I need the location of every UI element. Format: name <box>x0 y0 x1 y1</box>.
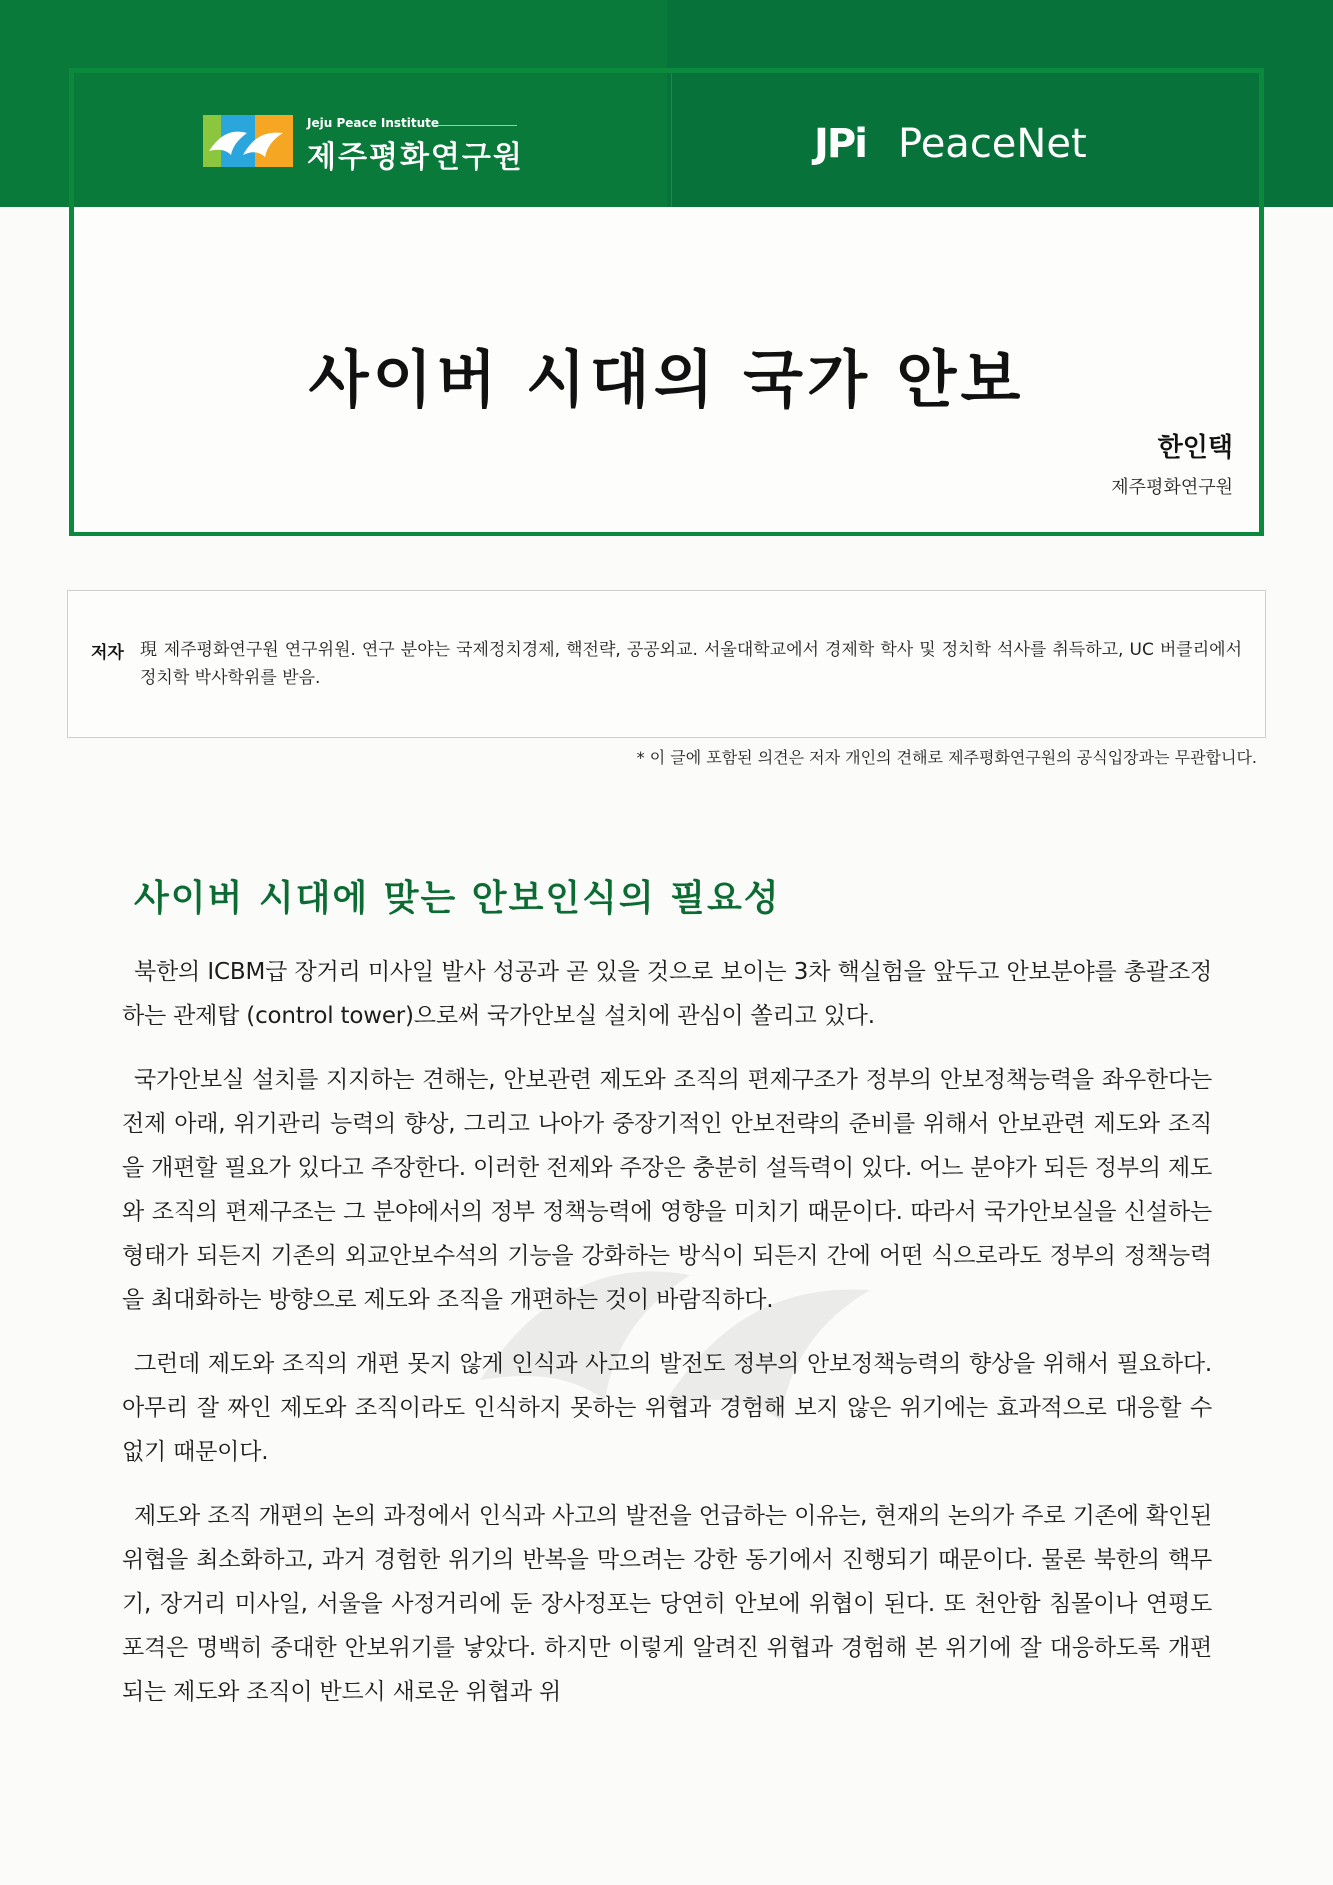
bio-text: 現 제주평화연구원 연구위원. 연구 분야는 국제정치경제, 핵전략, 공공외교. 서울대학교에서 경제학 학사 및 정치학 석사를 취득하고, UC 버클리에서 정치학 박사학위를 받음. <box>140 640 1242 688</box>
bio-label: 저자 <box>91 643 124 663</box>
jeju-peace-institute-logo <box>203 108 523 174</box>
logo-korean-name: 제주평화연구원 <box>307 140 524 175</box>
logo-english-name: Jeju Peace Institute <box>307 116 440 130</box>
paragraph-4: 제도와 조직 개편의 논의 과정에서 인식과 사고의 발전을 언급하는 이유는, 현재의 논의가 주로 기존에 확인된 위협을 최소화하고, 과거 경험한 위기의 반복을 막으려는 강한 동기에서 진행되기 때문이다. 물론 북한의 핵무기, 장거리 미사일, 서울을 사정거리에 둔 장사정포는 당연히 안보에 위협이 된다. 또 천안함 침몰이나 연평도 포격은 명백히 중대한 안보위기를 낳았다. 하지만 이렇게 알려진 위협과 경험해 본 위기에 잘 대응하도록 개편되는 제도와 조직이 반드시 새로운 위협과 위 <box>122 1503 1212 1705</box>
header-divider <box>671 73 672 207</box>
section-heading: 사이버 시대에 맞는 안보인식의 필요성 <box>134 878 781 919</box>
author-bio-box <box>67 590 1266 738</box>
paragraph-1: 북한의 ICBM급 장거리 미사일 발사 성공과 곧 있을 것으로 보이는 3차 핵실험을 앞두고 안보분야를 총괄조정하는 관제탑 (control tower)으로써 국가안보실 설치에 관심이 쏠리고 있다. <box>122 959 1212 1029</box>
article-body <box>122 950 1212 1734</box>
paragraph-2: 국가안보실 설치를 지지하는 견해는, 안보관련 제도와 조직의 편제구조가 정부의 안보정책능력을 좌우한다는 전제 아래, 위기관리 능력의 향상, 그리고 나아가 중장기적인 안보전략의 준비를 위해서 안보관련 제도와 조직을 개편할 필요가 있다고 주장한다. 이러한 전제와 주장은 충분히 설득력이 있다. 어느 분야가 되든 정부의 제도와 조직의 편제구조는 그 분야에서의 정부 정책능력에 영향을 미치기 때문이다. 따라서 국가안보실을 신설하는 형태가 되든지 기존의 외교안보수석의 기능을 강화하는 방식이 되든지 간에 어떤 식으로라도 정부의 정책능력을 최대화하는 방향으로 제도와 조직을 개편하는 것이 바람직하다. <box>122 1067 1212 1313</box>
logo-underline <box>435 125 517 126</box>
peacenet-logo <box>814 115 1124 173</box>
peacenet-wordmark: PeaceNet <box>898 121 1087 167</box>
dove-logo-icon <box>203 111 293 171</box>
author-name: 한인택 <box>1157 433 1233 463</box>
author-affiliation: 제주평화연구원 <box>1111 477 1233 498</box>
jpi-logo-mark: JPi <box>814 121 866 167</box>
paragraph-3: 그런데 제도와 조직의 개편 못지 않게 인식과 사고의 발전도 정부의 안보정책능력의 향상을 위해서 필요하다. 아무리 잘 짜인 제도와 조직이라도 인식하지 못하는 위협과 경험해 보지 않은 위기에는 효과적으로 대응할 수 없기 때문이다. <box>122 1351 1212 1465</box>
page-title: 사이버 시대의 국가 안보 <box>308 343 1025 416</box>
disclaimer: * 이 글에 포함된 의견은 저자 개인의 견해로 제주평화연구원의 공식입장과는 무관합니다. <box>636 748 1257 767</box>
